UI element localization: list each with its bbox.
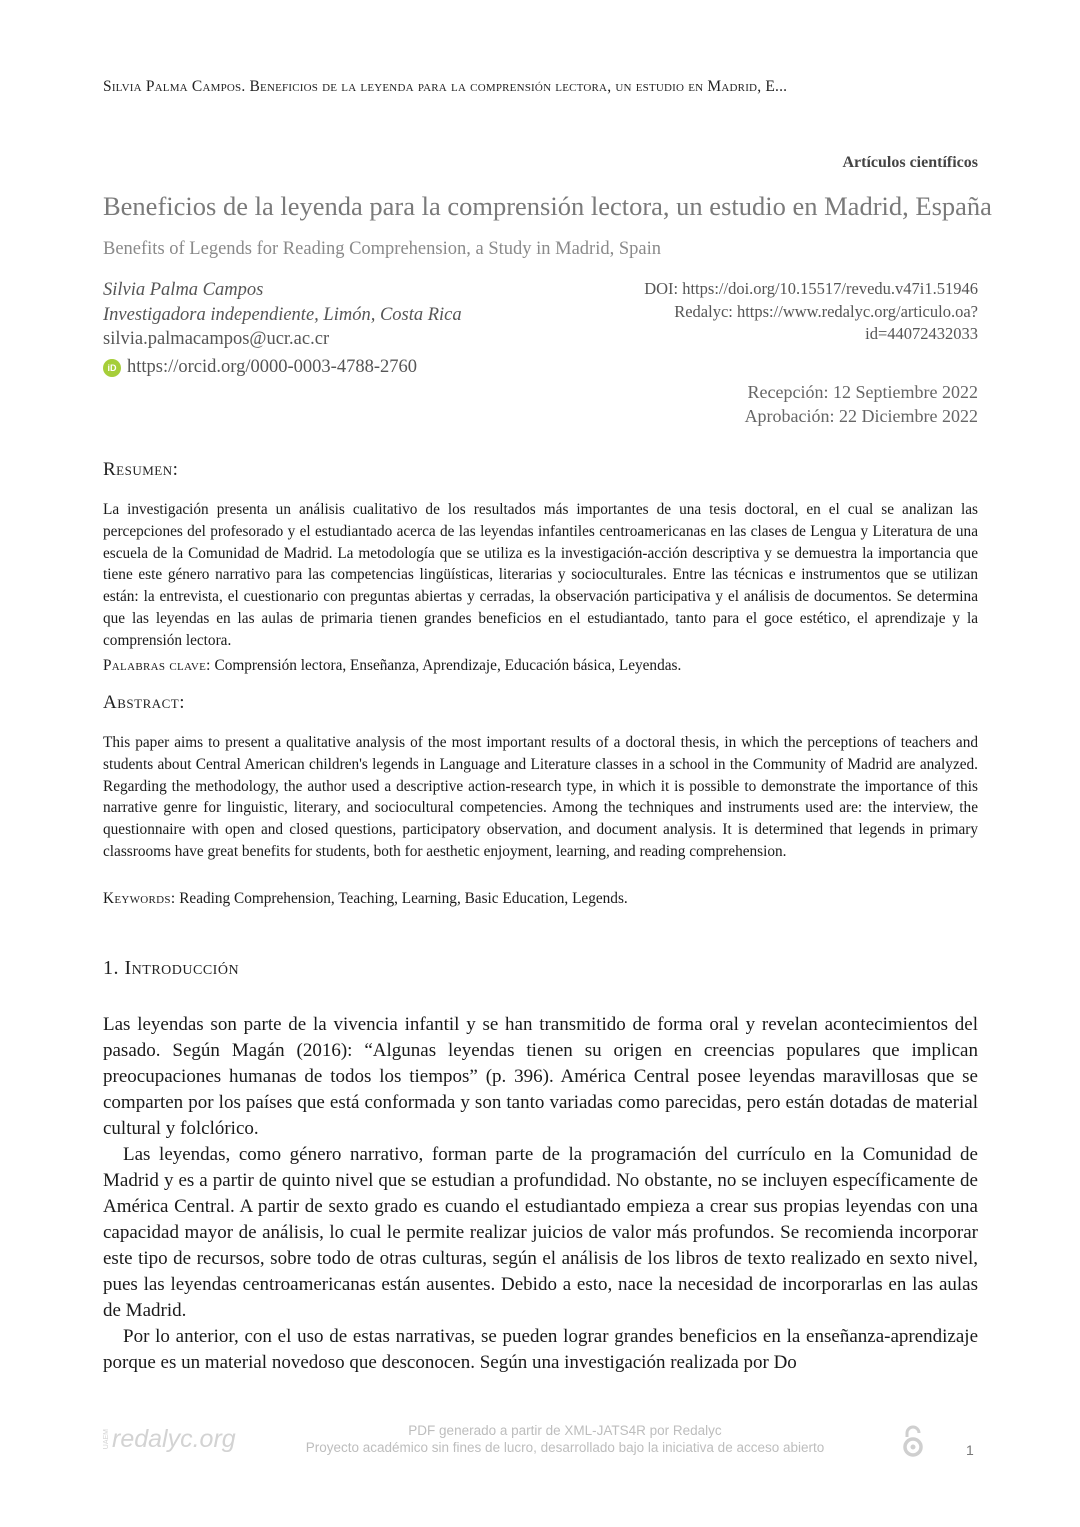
palabras-clave-values: Comprensión lectora, Enseñanza, Aprendizaje, Educación básica, Leyendas. — [214, 657, 682, 674]
uaem-mark: UAEM — [103, 1428, 110, 1450]
author-block — [103, 278, 573, 380]
abstract-heading: Abstract: — [103, 692, 186, 713]
approved-date: Aprobación: 22 Diciembre 2022 — [744, 406, 978, 426]
page-number: 1 — [966, 1442, 974, 1458]
palabras-clave — [103, 655, 978, 677]
section-label: Artículos científicos — [842, 154, 978, 171]
article-title-en: Benefits of Legends for Reading Comprehension, a Study in Madrid, Spain — [103, 239, 661, 259]
introduction-body — [103, 1012, 978, 1376]
author-email[interactable]: silvia.palmacampos@ucr.ac.cr — [103, 329, 330, 349]
keywords — [103, 888, 978, 910]
introduction-heading: 1. Introducción — [103, 957, 240, 979]
orcid-link[interactable]: https://orcid.org/0000-0003-4788-2760 — [127, 357, 417, 377]
page — [103, 0, 992, 1527]
footer-line-2: Proyecto académico sin fines de lucro, desarrollado bajo la iniciativa de acceso abierto — [305, 1440, 825, 1455]
open-access-icon — [900, 1424, 926, 1458]
redalyc-logo — [103, 1422, 243, 1456]
resumen-heading: Resumen: — [103, 459, 179, 480]
intro-paragraph-3: Por lo anterior, con el uso de estas narrativas, se pueden lograr grandes beneficios en la enseñanza-aprendizaje porque es un material novedoso que desconocen. Según una investigación realizada por Do — [103, 1326, 978, 1373]
orcid-icon: iD — [103, 359, 121, 377]
keywords-label: Keywords: — [103, 890, 176, 907]
abstract-text: This paper aims to present a qualitative analysis of the most important results of a doctoral thesis, in which the perceptions of teachers and students about Central American children's legends in Language and Literature classes in a school in the Community of Madrid are analyzed. Regarding the methodology, the author used a descriptive action-research type, in which it is possible to demonstrate the importance of this narrative genre for linguistic, literary, and sociocultural competencies. Among the techniques and instruments used are: the interview, the questionnaire with open and closed questions, participatory observation, and document analysis. It is determined that legends in primary classrooms have great benefits for students, both for aesthetic enjoyment, learning, and reading comprehension. — [103, 734, 978, 860]
orcid-row — [103, 356, 573, 380]
footer-line-1: PDF generado a partir de XML-JATS4R por Redalyc — [408, 1423, 722, 1438]
received-date: Recepción: 12 Septiembre 2022 — [747, 382, 978, 402]
resumen-text: La investigación presenta un análisis cualitativo de los resultados más importantes de una tesis doctoral, en el cual se analizan las percepciones del profesorado y el estudiantado acerca de las leyendas infantiles centroamericanas en las clases de Lengua y Literatura de una escuela de la Comunidad de Madrid. La metodología que se utiliza es la investigación-acción descriptiva y se demuestra la importancia que tiene este género narrativo para las competencias lingüísticas, literarias y socioculturales. Entre las técnicas e instrumentos que se utilizan están: la entrevista, el cuestionario con preguntas abiertas y cerradas, la observación participativa y el análisis de documentos. Se determina que las leyendas en las aulas de primaria tienen grandes beneficios en el estudiantado, tanto para el goce estético, el aprendizaje y la comprensión lectora. — [103, 501, 978, 649]
running-head: Silvia Palma Campos. Beneficios de la leyenda para la comprensión lectora, un estudio en Madrid, E... — [103, 78, 788, 95]
redalyc-link-line2[interactable]: id=44072432033 — [865, 324, 978, 343]
footer-text — [260, 1422, 870, 1456]
doi-link[interactable]: DOI: https://doi.org/10.15517/revedu.v47i1.51946 — [644, 279, 978, 298]
keywords-values: Reading Comprehension, Teaching, Learning, Basic Education, Legends. — [179, 890, 628, 907]
intro-paragraph-2: Las leyendas, como género narrativo, forman parte de la programación del currículo en la Comunidad de Madrid y es a partir de quinto nivel que se estudian a profundidad. No obstante, no se incluyen específicamente de América Central. A partir de sexto grado es cuando el estudiantado empieza a crear sus propias leyendas con una capacidad mayor de análisis, lo cual le permite realizar juicios de valor más profundos. Se recomienda incorporar este tipo de recursos, sobre todo de otras culturas, según el análisis de los libros de texto realizado en sexto nivel, pues las leyendas centroamericanas están ausentes. Debido a esto, nace la necesidad de incorporarlas en las aulas de Madrid. — [103, 1144, 978, 1321]
palabras-clave-label: Palabras clave: — [103, 657, 211, 674]
intro-paragraph-1: Las leyendas son parte de la vivencia infantil y se han transmitido de forma oral y revelan acontecimientos del pasado. Según Magán (2016): “Algunas leyendas tienen su origen en creencias populares que implican preocupaciones humanas de todos los tiempos” (p. 396). América Central posee leyendas maravillosas que se comparten por los países que está conformada y son tanto variadas como parecidas, pero están dotadas de material cultural y folclórico. — [103, 1014, 978, 1139]
dates-block — [578, 380, 978, 428]
author-affiliation: Investigadora independiente, Limón, Costa Rica — [103, 304, 462, 325]
meta-block — [578, 278, 978, 346]
redalyc-logo-text: redalyc.org — [112, 1424, 236, 1453]
redalyc-link-line1[interactable]: Redalyc: https://www.redalyc.org/articulo.oa? — [674, 301, 978, 321]
article-title-es: Beneficios de la leyenda para la comprensión lectora, un estudio en Madrid, España — [103, 191, 992, 221]
author-name: Silvia Palma Campos — [103, 280, 264, 300]
